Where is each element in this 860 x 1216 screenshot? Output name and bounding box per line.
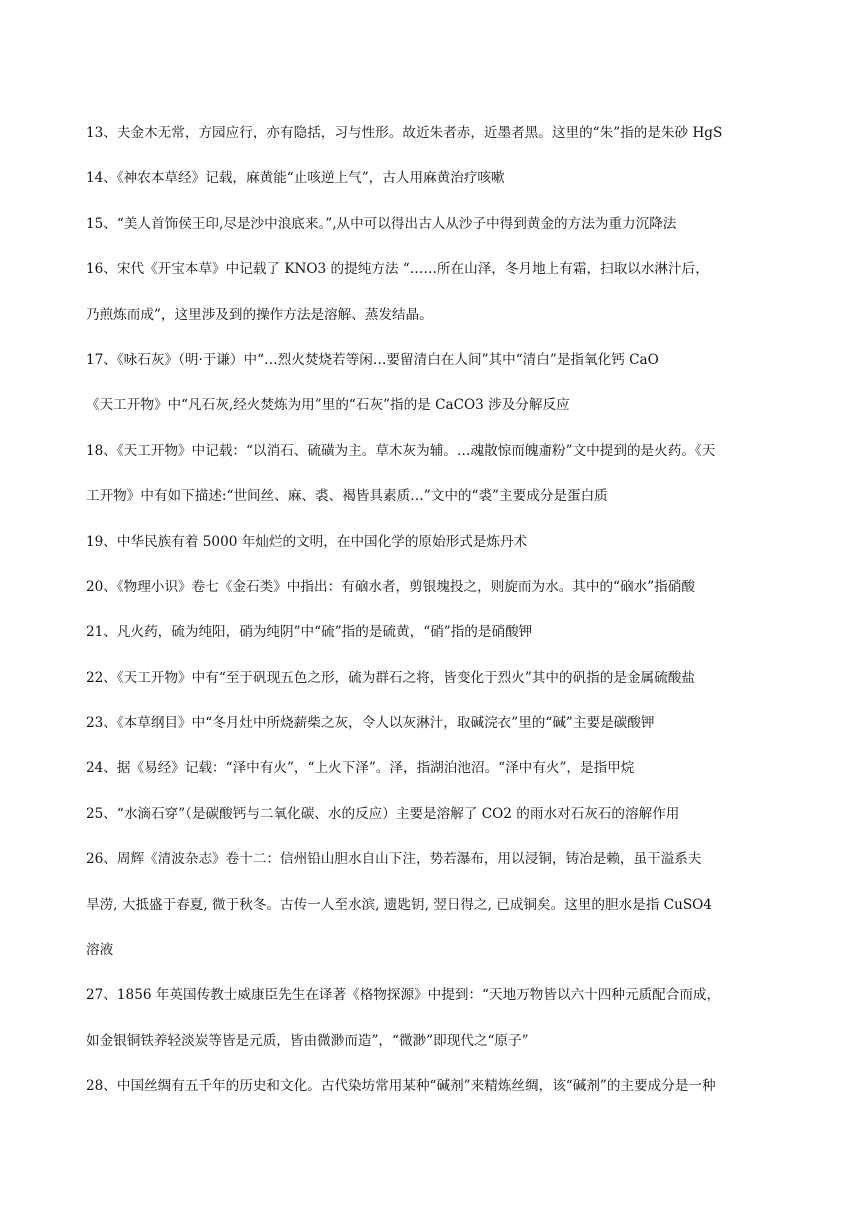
text-line: 22、《天工开物》中有“至于矾现五色之形，硫为群石之将，皆变化于烈火”其中的矾指的是金属硫酸盐 [86,669,695,686]
text-line: 17、《咏石灰》（明·于谦）中“…烈火焚烧若等闲…要留清白在人间”其中“清白”是指氧化钙 CaO [86,351,659,368]
text-line: 23、《本草纲目》中“冬月灶中所烧薪柴之灰，令人以灰淋汁，取碱浣衣”里的“碱”主要是碳酸钾 [86,715,655,732]
text-line: 20、《物理小识》卷七《金石类》中指出：有硇水者，剪银塊投之，则旋而为水。其中的“硇水”指硝酸 [86,578,695,595]
text-line: 如金银铜铁养轻淡炭等皆是元质，皆由微渺而造”，“微渺”即现代之“原子” [86,1032,529,1049]
text-line: 16、宋代《开宝本草》中记载了 KNO3 的提纯方法 “……所在山泽，冬月地上有霜，扫取以水淋汁后， [86,261,709,278]
text-line: 《天工开物》中“凡石灰,经火焚炼为用”里的“石灰”指的是 CaCO3 涉及分解反应 [86,397,570,414]
text-line: 24、据《易经》记载：“泽中有火”，“上火下泽”。泽，指湖泊池沼。“泽中有火”，是指甲烷 [86,760,635,777]
text-line: 13、夫金木无常，方园应行，亦有隐括，习与性形。故近朱者赤，近墨者黑。这里的“朱”指的是朱砂 HgS [86,125,723,141]
text-line: 18、《天工开物》中记载：“以消石、硫磺为主。草木灰为辅。…魂散惊而魄齑粉”文中提到的是火药。《天 [86,442,716,459]
text-line: 乃煎炼而成”，这里涉及到的操作方法是溶解、蒸发结晶。 [86,306,433,323]
text-line: 28、中国丝绸有五千年的历史和文化。古代染坊常用某种“碱剂”来精炼丝绸，该“碱剂”的主要成分是一种 [86,1078,716,1095]
text-line: 15、“美人首饰侯王印,尽是沙中浪底来。”,从中可以得出古人从沙子中得到黄金的方法为重力沉降法 [86,215,677,232]
text-line: 14、《神农本草经》记载，麻黄能“止咳逆上气”，古人用麻黄治疗咳嗽 [86,170,505,187]
text-line: 19、中华民族有着 5000 年灿烂的文明，在中国化学的原始形式是炼丹术 [86,533,528,550]
text-line: 25、“水滴石穿”（是碳酸钙与二氧化碳、水的反应）主要是溶解了 CO2 的雨水对石灰石的溶解作用 [86,805,680,822]
text-line: 溶液 [86,942,114,959]
text-line: 27、1856 年英国传教士威康臣先生在译著《格物探源》中提到：“天地万物皆以六十四种元质配合而成， [86,987,721,1004]
text-line: 旱涝, 大抵盛于春夏, 微于秋冬。古传一人至水滨, 遗匙钥, 翌日得之, 已成铜矣。这里的胆水是指 CuSO4 [86,896,712,913]
text-line: 21、凡火药，硫为纯阳，硝为纯阴”中“硫”指的是硫黄，“硝”指的是硝酸钾 [86,624,533,641]
text-line: 工开物》中有如下描述:“世间丝、麻、裘、褐皆具素质…”文中的“裘”主要成分是蛋白质 [86,488,608,505]
document-body [86,120,786,1119]
text-line: 26、周辉《清波杂志》卷十二：信州铅山胆水自山下注，势若瀑布，用以浸铜，铸冶是赖，虽干溢系夫 [86,851,702,868]
